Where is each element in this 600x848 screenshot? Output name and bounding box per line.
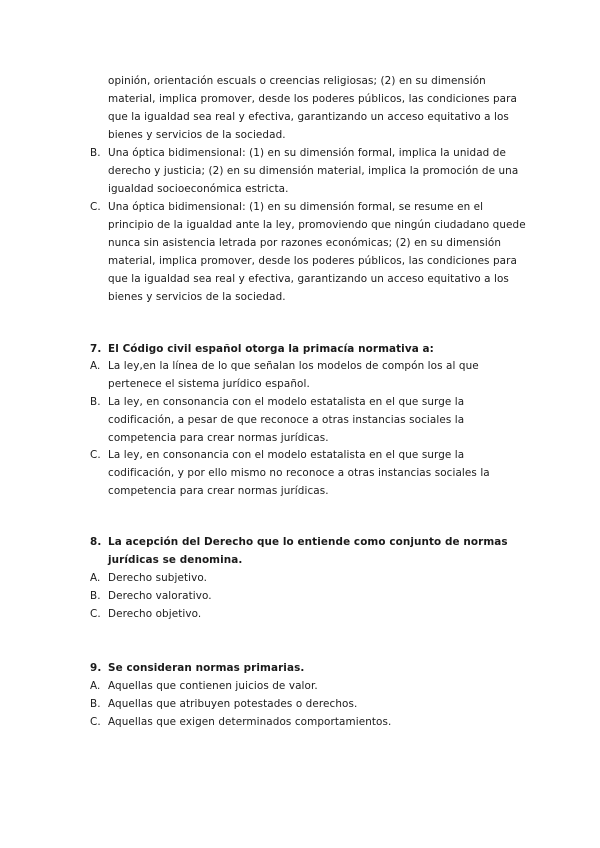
option-text: Derecho subjetivo.	[108, 572, 208, 584]
option-text: La ley, en consonancia con el modelo estatalista en el que surge la codificación, a pesar de que reconoce a otras instancias sociales la competencia para crear normas jurídicas.	[108, 396, 465, 444]
question-7-option-a[interactable]	[90, 357, 528, 393]
option-text: La ley,en la línea de lo que señalan los modelos de compón los al que pertenece el sistema jurídico español.	[108, 360, 479, 390]
question-9-option-b[interactable]	[90, 695, 528, 713]
question-number: 7.	[90, 343, 102, 355]
option-letter: C.	[90, 716, 101, 728]
question-text: La acepción del Derecho que lo entiende como conjunto de normas jurídicas se denomina.	[108, 536, 508, 566]
question-number: 8.	[90, 536, 102, 548]
option-letter: C.	[90, 201, 101, 213]
question-number: 9.	[90, 662, 102, 674]
option-letter: B.	[90, 396, 101, 408]
option-text: Una óptica bidimensional: (1) en su dimensión formal, se resume en el principio de la igualdad ante la ley, promoviendo que ningún ciudadano quede nunca sin asistencia letrada por razones económicas; (2) en su dimensión material, implica promover, desde los poderes públicos, las condiciones para que la igualdad sea real y efectiva, garantizando un acceso equitativo a los bienes y servicios de la sociedad.	[108, 201, 526, 303]
option-letter: B.	[90, 590, 101, 602]
question-7-option-b[interactable]	[90, 393, 528, 447]
question-7-prompt	[90, 340, 528, 358]
option-letter: A.	[90, 360, 101, 372]
question-9-prompt	[90, 659, 528, 677]
question-6-option-b[interactable]	[90, 144, 528, 198]
question-6-option-c[interactable]	[90, 198, 528, 306]
question-9-option-c[interactable]	[90, 713, 528, 731]
option-letter: B.	[90, 147, 101, 159]
option-text: Derecho valorativo.	[108, 590, 212, 602]
question-8-option-b[interactable]	[90, 587, 528, 605]
option-letter: C.	[90, 608, 101, 620]
question-8-option-c[interactable]	[90, 605, 528, 623]
option-letter: A.	[90, 680, 101, 692]
option-text: Una óptica bidimensional: (1) en su dimensión formal, implica la unidad de derecho y justicia; (2) en su dimensión material, implica la promoción de una igualdad socioeconómica estricta.	[108, 147, 519, 195]
option-letter: B.	[90, 698, 101, 710]
question-8-prompt	[90, 533, 528, 569]
option-text: Aquellas que contienen juicios de valor.	[108, 680, 318, 692]
option-letter: C.	[90, 449, 101, 461]
question-text: Se consideran normas primarias.	[108, 662, 305, 674]
option-text: Derecho objetivo.	[108, 608, 202, 620]
option-letter: A.	[90, 572, 101, 584]
option-text: Aquellas que atribuyen potestades o derechos.	[108, 698, 358, 710]
option-text: Aquellas que exigen determinados comportamientos.	[108, 716, 392, 728]
option-text: La ley, en consonancia con el modelo estatalista en el que surge la codificación, y por ello mismo no reconoce a otras instancias sociales la competencia para crear normas jurídicas.	[108, 449, 490, 497]
question-8-option-a[interactable]	[90, 569, 528, 587]
question-7-option-c[interactable]	[90, 446, 528, 500]
question-9-option-a[interactable]	[90, 677, 528, 695]
question-text: El Código civil español otorga la primacía normativa a:	[108, 343, 434, 355]
question-6-option-a-continuation: opinión, orientación escuals o creencias religiosas; (2) en su dimensión material, implica promover, desde los poderes públicos, las condiciones para que la igualdad sea real y efectiva, garantizando un acceso equitativo a los bienes y servicios de la sociedad.	[108, 75, 517, 141]
